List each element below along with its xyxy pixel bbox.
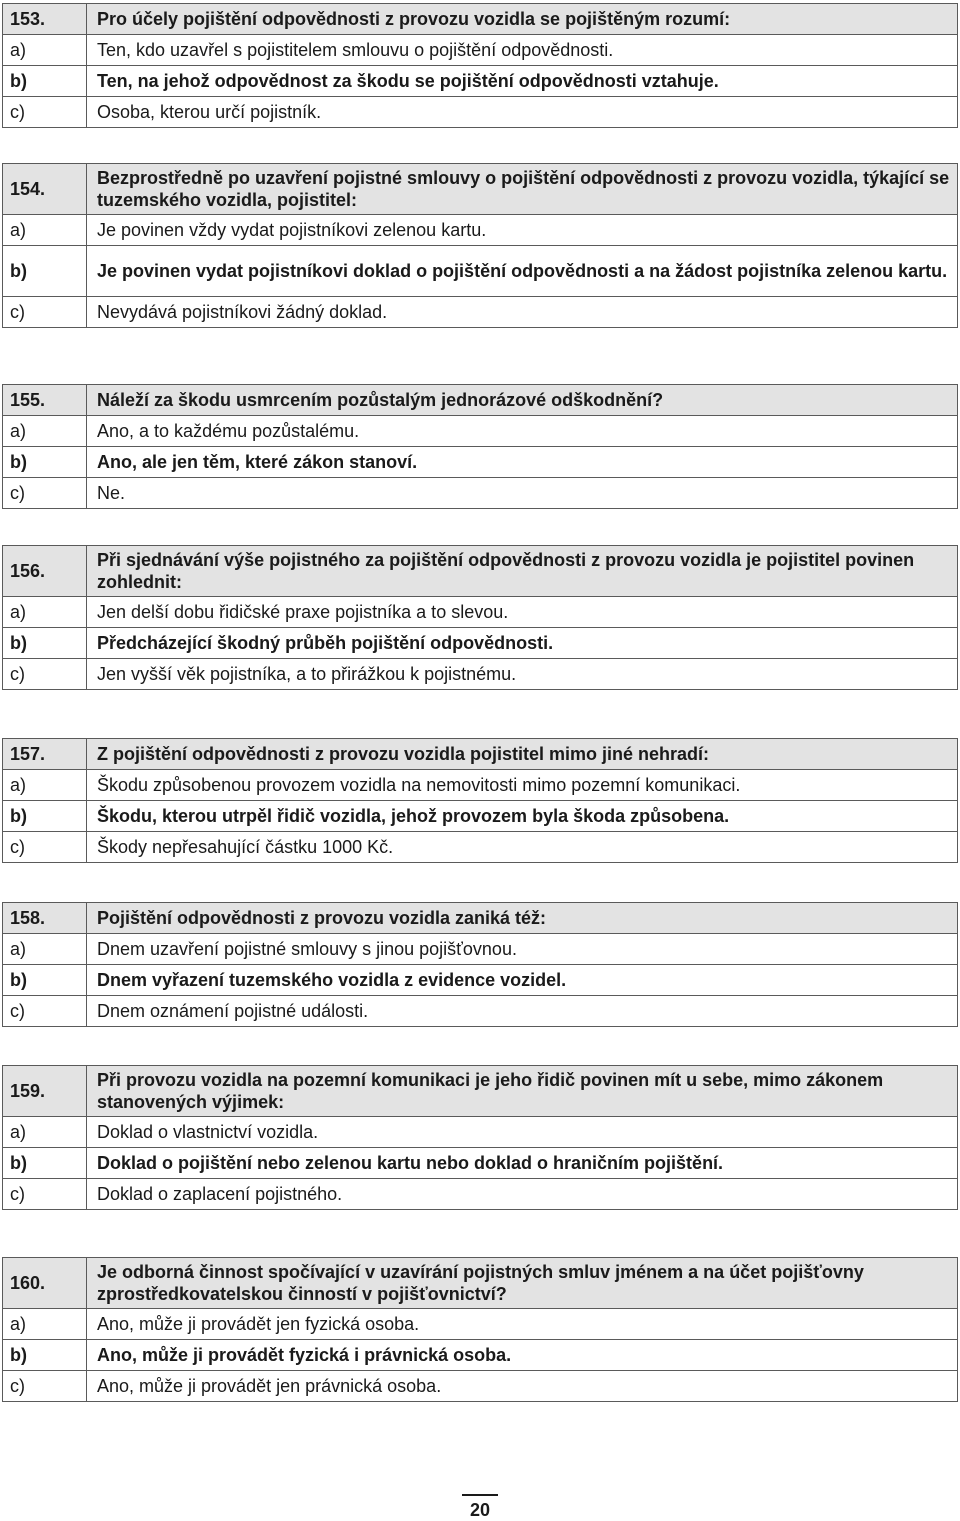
question-158 bbox=[2, 902, 958, 1027]
answer-row-a bbox=[3, 770, 958, 801]
answer-text: Nevydává pojistníkovi žádný doklad. bbox=[87, 297, 958, 328]
answer-text: Dnem uzavření pojistné smlouvy s jinou pojišťovnou. bbox=[87, 934, 958, 965]
answer-row-b-correct bbox=[3, 246, 958, 297]
answer-label: b) bbox=[3, 66, 87, 97]
answer-row-b-correct bbox=[3, 447, 958, 478]
answer-row-b-correct bbox=[3, 1148, 958, 1179]
question-160 bbox=[2, 1257, 958, 1402]
answer-label: c) bbox=[3, 1371, 87, 1402]
question-text: Bezprostředně po uzavření pojistné smlouvy o pojištění odpovědnosti z provozu vozidla, týkající se tuzemského vozidla, pojistitel: bbox=[87, 164, 958, 215]
answer-label: c) bbox=[3, 832, 87, 863]
answer-text: Škodu, kterou utrpěl řidič vozidla, jehož provozem byla škoda způsobena. bbox=[87, 801, 958, 832]
question-text: Náleží za škodu usmrcením pozůstalým jednorázové odškodnění? bbox=[87, 385, 958, 416]
question-number: 158. bbox=[3, 903, 87, 934]
answer-label: c) bbox=[3, 1179, 87, 1210]
question-header bbox=[3, 739, 958, 770]
answer-label: a) bbox=[3, 1309, 87, 1340]
answer-text: Jen vyšší věk pojistníka, a to přirážkou k pojistnému. bbox=[87, 659, 958, 690]
answer-label: a) bbox=[3, 416, 87, 447]
answer-text: Ano, ale jen těm, které zákon stanoví. bbox=[87, 447, 958, 478]
answer-row-a bbox=[3, 416, 958, 447]
answer-row-c bbox=[3, 297, 958, 328]
answer-text: Doklad o vlastnictví vozidla. bbox=[87, 1117, 958, 1148]
answer-text: Předcházející škodný průběh pojištění odpovědnosti. bbox=[87, 628, 958, 659]
answer-row-a bbox=[3, 934, 958, 965]
answer-label: b) bbox=[3, 1148, 87, 1179]
question-number: 156. bbox=[3, 546, 87, 597]
answer-label: b) bbox=[3, 965, 87, 996]
answer-text: Škodu způsobenou provozem vozidla na nemovitosti mimo pozemní komunikaci. bbox=[87, 770, 958, 801]
question-header bbox=[3, 4, 958, 35]
answer-row-b-correct bbox=[3, 628, 958, 659]
answer-label: a) bbox=[3, 1117, 87, 1148]
question-number: 157. bbox=[3, 739, 87, 770]
answer-label: a) bbox=[3, 35, 87, 66]
answer-text: Dnem oznámení pojistné události. bbox=[87, 996, 958, 1027]
answer-row-c bbox=[3, 1179, 958, 1210]
answer-text: Ano, může ji provádět jen právnická osoba. bbox=[87, 1371, 958, 1402]
answer-label: b) bbox=[3, 1340, 87, 1371]
answer-row-b-correct bbox=[3, 965, 958, 996]
answer-text: Je povinen vydat pojistníkovi doklad o pojištění odpovědnosti a na žádost pojistníka zelenou kartu. bbox=[87, 246, 958, 297]
question-156 bbox=[2, 545, 958, 690]
answer-text: Ano, může ji provádět jen fyzická osoba. bbox=[87, 1309, 958, 1340]
question-153 bbox=[2, 3, 958, 128]
question-number: 160. bbox=[3, 1258, 87, 1309]
answer-row-c bbox=[3, 659, 958, 690]
answer-label: c) bbox=[3, 97, 87, 128]
question-154 bbox=[2, 163, 958, 328]
answer-row-a bbox=[3, 215, 958, 246]
answer-label: c) bbox=[3, 659, 87, 690]
answer-text: Doklad o zaplacení pojistného. bbox=[87, 1179, 958, 1210]
answer-label: b) bbox=[3, 628, 87, 659]
question-text: Při sjednávání výše pojistného za pojištění odpovědnosti z provozu vozidla je pojistitel povinen zohlednit: bbox=[87, 546, 958, 597]
answer-text: Je povinen vždy vydat pojistníkovi zelenou kartu. bbox=[87, 215, 958, 246]
answer-row-a bbox=[3, 1117, 958, 1148]
answer-text: Ten, kdo uzavřel s pojistitelem smlouvu o pojištění odpovědnosti. bbox=[87, 35, 958, 66]
answer-text: Škody nepřesahující částku 1000 Kč. bbox=[87, 832, 958, 863]
answer-label: c) bbox=[3, 297, 87, 328]
answer-label: b) bbox=[3, 246, 87, 297]
answer-text: Doklad o pojištění nebo zelenou kartu nebo doklad o hraničním pojištění. bbox=[87, 1148, 958, 1179]
answer-row-a bbox=[3, 597, 958, 628]
answer-row-c bbox=[3, 97, 958, 128]
question-header bbox=[3, 1066, 958, 1117]
answer-text: Jen delší dobu řidičské praxe pojistníka a to slevou. bbox=[87, 597, 958, 628]
answer-row-c bbox=[3, 996, 958, 1027]
answer-text: Ano, a to každému pozůstalému. bbox=[87, 416, 958, 447]
question-157 bbox=[2, 738, 958, 863]
answer-row-c bbox=[3, 478, 958, 509]
question-159 bbox=[2, 1065, 958, 1210]
answer-label: a) bbox=[3, 770, 87, 801]
question-header bbox=[3, 903, 958, 934]
question-text: Je odborná činnost spočívající v uzavírání pojistných smluv jménem a na účet pojišťovny zprostředkovatelskou činností v pojišťovnictví? bbox=[87, 1258, 958, 1309]
question-header bbox=[3, 1258, 958, 1309]
question-text: Při provozu vozidla na pozemní komunikaci je jeho řidič povinen mít u sebe, mimo zákonem stanovených výjimek: bbox=[87, 1066, 958, 1117]
question-header bbox=[3, 546, 958, 597]
answer-text: Ano, může ji provádět fyzická i právnická osoba. bbox=[87, 1340, 958, 1371]
question-number: 154. bbox=[3, 164, 87, 215]
answer-row-c bbox=[3, 1371, 958, 1402]
question-header bbox=[3, 385, 958, 416]
answer-label: a) bbox=[3, 597, 87, 628]
answer-text: Ten, na jehož odpovědnost za škodu se pojištění odpovědnosti vztahuje. bbox=[87, 66, 958, 97]
question-header bbox=[3, 164, 958, 215]
question-number: 155. bbox=[3, 385, 87, 416]
answer-label: b) bbox=[3, 801, 87, 832]
answer-row-c bbox=[3, 832, 958, 863]
answer-row-b-correct bbox=[3, 801, 958, 832]
answer-label: b) bbox=[3, 447, 87, 478]
question-text: Pro účely pojištění odpovědnosti z provozu vozidla se pojištěným rozumí: bbox=[87, 4, 958, 35]
answer-label: c) bbox=[3, 996, 87, 1027]
page-number: 20 bbox=[462, 1494, 498, 1521]
question-text: Z pojištění odpovědnosti z provozu vozidla pojistitel mimo jiné nehradí: bbox=[87, 739, 958, 770]
answer-row-a bbox=[3, 35, 958, 66]
answer-text: Ne. bbox=[87, 478, 958, 509]
answer-text: Osoba, kterou určí pojistník. bbox=[87, 97, 958, 128]
answer-row-b-correct bbox=[3, 66, 958, 97]
question-text: Pojištění odpovědnosti z provozu vozidla zaniká též: bbox=[87, 903, 958, 934]
answer-text: Dnem vyřazení tuzemského vozidla z evidence vozidel. bbox=[87, 965, 958, 996]
answer-label: c) bbox=[3, 478, 87, 509]
question-155 bbox=[2, 384, 958, 509]
answer-row-b-correct bbox=[3, 1340, 958, 1371]
answer-label: a) bbox=[3, 934, 87, 965]
question-number: 159. bbox=[3, 1066, 87, 1117]
question-number: 153. bbox=[3, 4, 87, 35]
answer-label: a) bbox=[3, 215, 87, 246]
answer-row-a bbox=[3, 1309, 958, 1340]
